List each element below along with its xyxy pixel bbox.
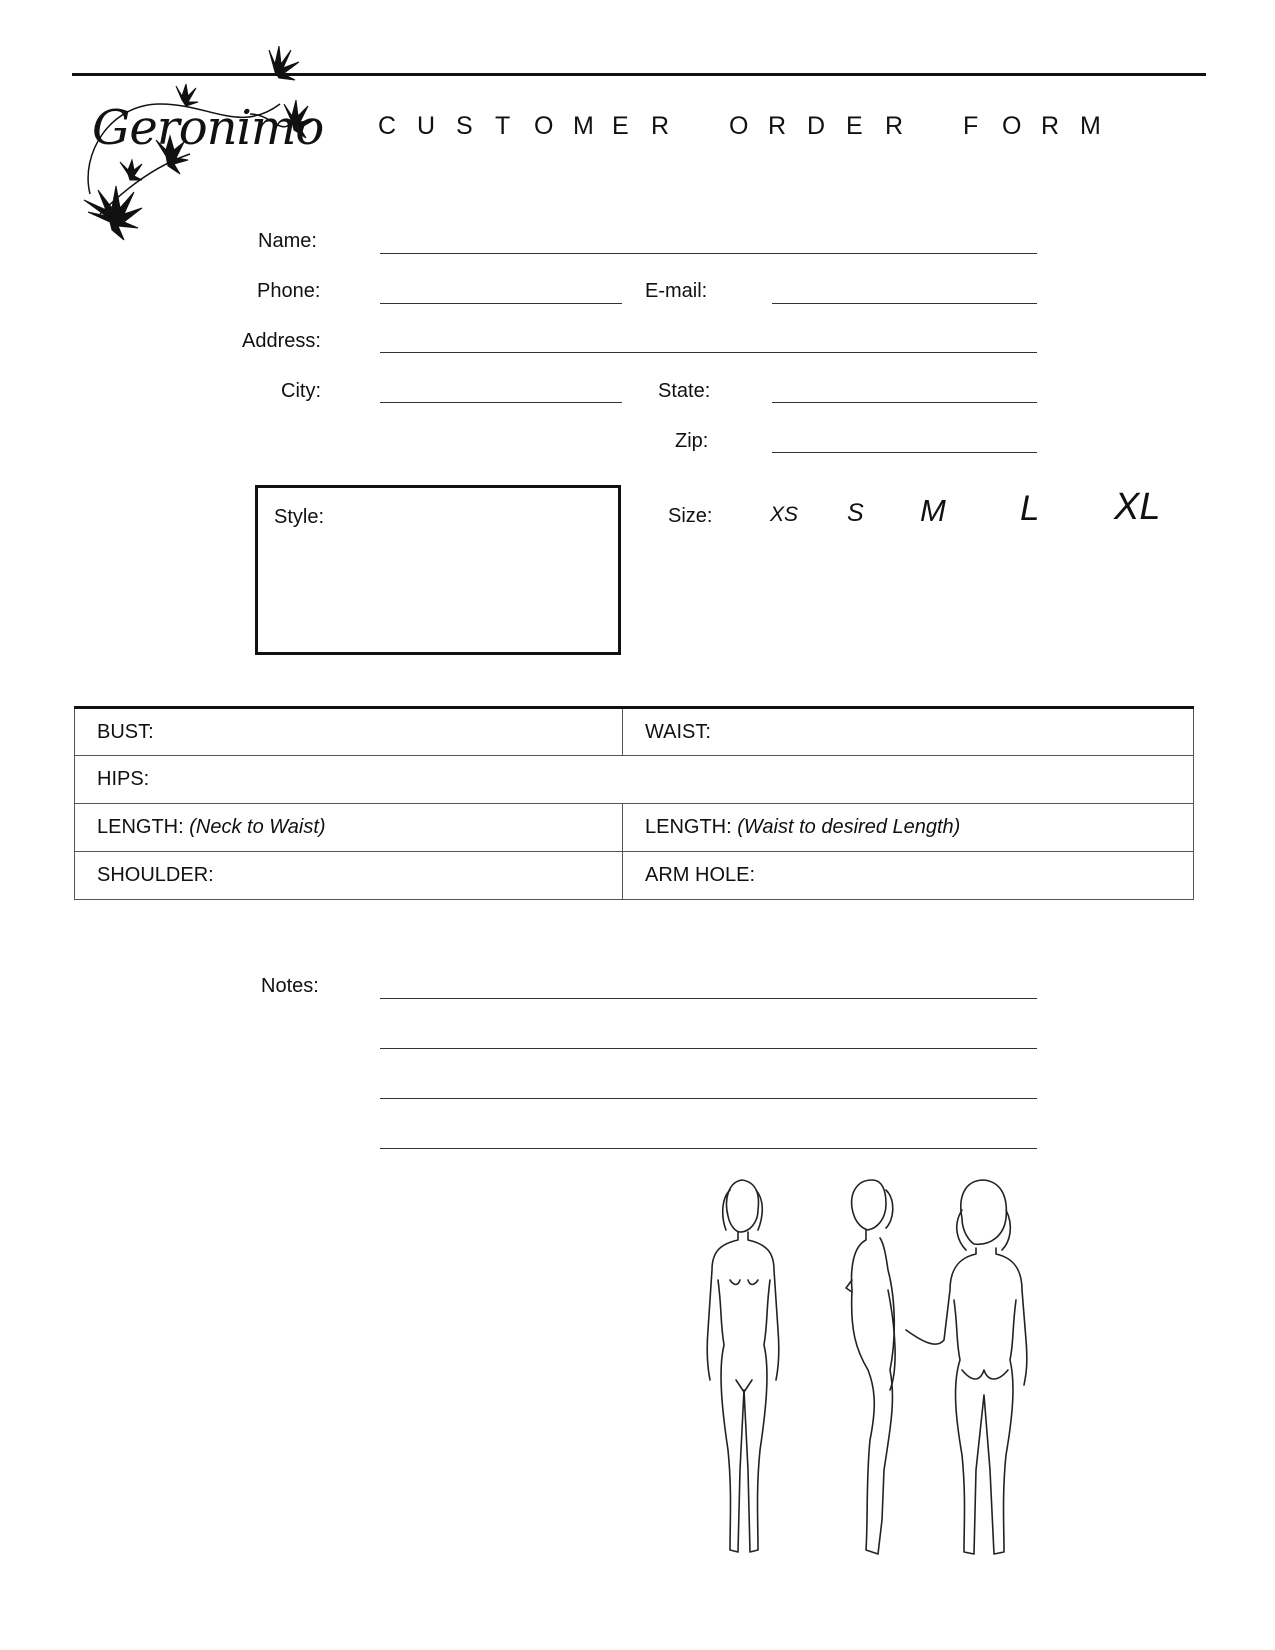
title-letter: O <box>1002 112 1022 140</box>
notes-line[interactable] <box>380 1148 1037 1149</box>
size-option-m[interactable]: M <box>920 493 946 528</box>
table-row <box>75 756 1194 804</box>
title-letter: E <box>612 112 629 140</box>
size-option-s[interactable]: S <box>847 499 864 527</box>
shoulder-label: SHOULDER: <box>97 864 214 886</box>
title-letter: E <box>846 112 863 140</box>
title-letter: U <box>417 112 436 140</box>
waist-cell[interactable] <box>623 708 1194 756</box>
bust-cell[interactable] <box>75 708 623 756</box>
table-row <box>75 804 1194 852</box>
style-box[interactable] <box>255 485 621 655</box>
length-waist-desired-cell[interactable] <box>623 804 1194 852</box>
email-field[interactable] <box>772 303 1037 304</box>
address-label: Address: <box>242 330 321 352</box>
zip-label: Zip: <box>675 430 709 452</box>
arm-hole-label: ARM HOLE: <box>645 864 756 886</box>
length-note: (Neck to Waist) <box>189 816 326 838</box>
table-row <box>75 708 1194 756</box>
size-option-l[interactable]: L <box>1020 489 1040 528</box>
title-letter: D <box>807 112 826 140</box>
page-title <box>378 112 1104 141</box>
back-figure <box>906 1180 1027 1554</box>
length-neck-waist-cell[interactable] <box>75 804 623 852</box>
front-figure <box>707 1180 779 1552</box>
phone-label: Phone: <box>257 280 321 302</box>
table-row <box>75 852 1194 900</box>
name-field[interactable] <box>380 253 1037 254</box>
title-letter: R <box>885 112 904 140</box>
phone-field[interactable] <box>380 303 622 304</box>
title-letter: M <box>573 112 594 140</box>
title-letter: C <box>378 112 397 140</box>
brand-logo: Geronimo <box>92 100 324 156</box>
title-letter: R <box>651 112 670 140</box>
hips-cell[interactable] <box>75 756 1194 804</box>
notes-line[interactable] <box>380 998 1037 999</box>
size-label: Size: <box>668 505 713 527</box>
title-letter: O <box>534 112 554 140</box>
state-field[interactable] <box>772 402 1037 403</box>
style-label: Style: <box>274 506 325 528</box>
measurements-table <box>74 706 1194 900</box>
title-letter: M <box>1080 112 1101 140</box>
notes-line[interactable] <box>380 1048 1037 1049</box>
bust-label: BUST: <box>97 720 154 743</box>
notes-label: Notes: <box>261 975 319 997</box>
title-letter: T <box>495 112 511 140</box>
email-label: E-mail: <box>645 280 708 302</box>
length-note: (Waist to desired Length) <box>737 816 961 838</box>
city-label: City: <box>281 380 321 402</box>
zip-field[interactable] <box>772 452 1037 453</box>
size-option-xl[interactable]: XL <box>1114 486 1161 528</box>
notes-line[interactable] <box>380 1098 1037 1099</box>
length-label: LENGTH: <box>97 816 184 838</box>
title-letter: F <box>963 112 979 140</box>
city-field[interactable] <box>380 402 622 403</box>
title-letter: O <box>729 112 749 140</box>
body-figures-icon <box>700 1170 1060 1570</box>
shoulder-cell[interactable] <box>75 852 623 900</box>
title-letter: R <box>1041 112 1060 140</box>
title-letter: S <box>456 112 473 140</box>
name-label: Name: <box>258 230 317 252</box>
side-figure <box>846 1180 895 1554</box>
hips-label: HIPS: <box>97 768 150 790</box>
address-field[interactable] <box>380 352 1037 353</box>
waist-label: WAIST: <box>645 720 711 743</box>
length-label: LENGTH: <box>645 816 732 838</box>
state-label: State: <box>658 380 711 402</box>
title-letter: R <box>768 112 787 140</box>
size-option-xs[interactable]: XS <box>770 503 799 526</box>
arm-hole-cell[interactable] <box>623 852 1194 900</box>
